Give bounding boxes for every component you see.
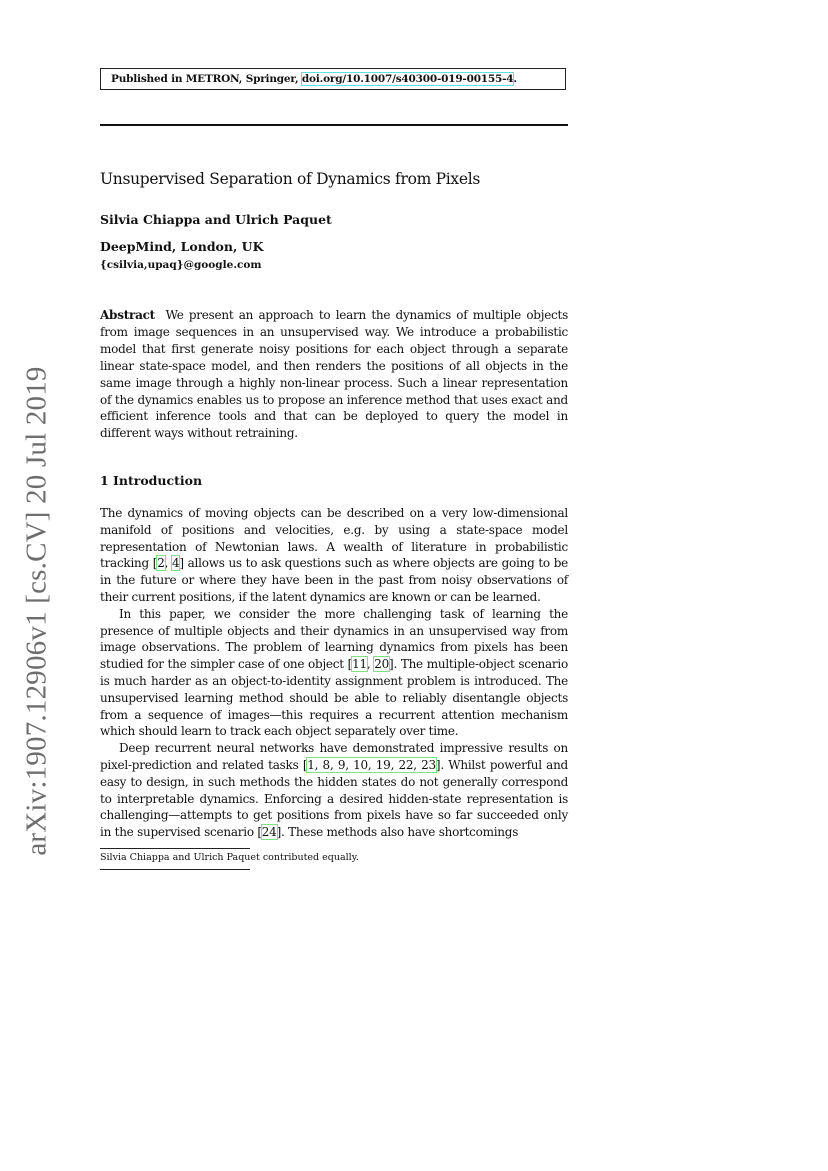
citation-link[interactable]: 20 xyxy=(374,657,390,672)
footnote: Silvia Chiappa and Ulrich Paquet contributed equally. xyxy=(100,852,359,863)
footnote-rule xyxy=(100,869,250,870)
paragraph-text: In this paper, we consider the more challenging task of learning the presence of multiple objects and their dynamics in an unsupervised way from image observations. The problem of learning dynamics from pixels has been studied for the simpler case of one object [ xyxy=(100,606,568,672)
doi-link[interactable]: doi.org/10.1007/s40300-019-00155-4 xyxy=(301,73,514,85)
abstract-label: Abstract xyxy=(100,308,155,322)
paragraph xyxy=(100,505,568,606)
introduction-body xyxy=(100,505,568,841)
arxiv-identifier-text: arXiv:1907.12906v1 [cs.CV] 20 Jul 2019 xyxy=(20,366,53,856)
paragraph-text: The dynamics of moving objects can be described on a very low-dimensional manifold of positions and velocities, e.g. by using a state-space model representation of Newtonian laws. A wealth of literature in probabilistic tracking [ xyxy=(100,506,568,571)
footnote-rule xyxy=(100,848,250,849)
paragraph-text: , xyxy=(164,556,172,571)
publication-suffix: . xyxy=(513,73,517,85)
abstract xyxy=(100,307,568,442)
affiliation: DeepMind, London, UK xyxy=(100,239,264,254)
citation-link[interactable]: 11 xyxy=(352,657,367,672)
paragraph-text: , xyxy=(366,657,375,672)
paragraph-text: ]. The multiple-object scenario is much harder as an object-to-identity assignment problem is introduced. The unsupervised learning method should be able to reliably disentangle objects from a sequence of images—this requires a recurrent attention mechanism which should learn to track each object separately over time. xyxy=(100,657,568,739)
paragraph-text: ]. These methods also have shortcomings xyxy=(276,825,519,840)
publication-prefix: Published in METRON, Springer, xyxy=(111,73,302,85)
citation-link[interactable]: 24 xyxy=(261,825,277,840)
paragraph-text: Deep recurrent neural networks have demonstrated impressive results on pixel-prediction and related tasks [ xyxy=(100,741,568,772)
section-heading: 1 Introduction xyxy=(100,473,203,488)
author-list: Silvia Chiappa and Ulrich Paquet xyxy=(100,212,332,227)
citation-link[interactable]: 4 xyxy=(172,556,180,571)
paragraph xyxy=(100,606,568,740)
paper-title: Unsupervised Separation of Dynamics from Pixels xyxy=(100,170,481,188)
header-rule xyxy=(100,124,568,126)
citation-link[interactable]: 1, 8, 9, 10, 19, 22, 23 xyxy=(307,757,436,772)
citation-link[interactable]: 2 xyxy=(157,556,165,571)
paragraph-text: ] allows us to ask questions such as where objects are going to be in the future or where they have been in the past from noisy observations of their current positions, if the latent dynamics are known or can be learned. xyxy=(100,556,568,604)
abstract-text: We present an approach to learn the dynamics of multiple objects from image sequences in an unsupervised way. We introduce a probabilistic model that first generate noisy positions for each object through a separate linear state-space model, and then renders the positions of all objects in the same image through a highly non-linear process. Such a linear representation of the dynamics enables us to propose an inference method that uses exact and efficient inference tools and that can be deployed to query the model in different ways without retraining. xyxy=(100,308,568,441)
paragraph-text: ]. Whilst powerful and easy to design, in such methods the hidden states do not generally correspond to interpretable dynamics. Enforcing a desired hidden-state representation is challenging—attempts to get positions from pixels have so far succeeded only in the supervised scenario [ xyxy=(100,757,568,840)
author-email: {csilvia,upaq}@google.com xyxy=(100,259,262,271)
paragraph xyxy=(100,740,568,841)
publication-notice xyxy=(100,68,566,90)
